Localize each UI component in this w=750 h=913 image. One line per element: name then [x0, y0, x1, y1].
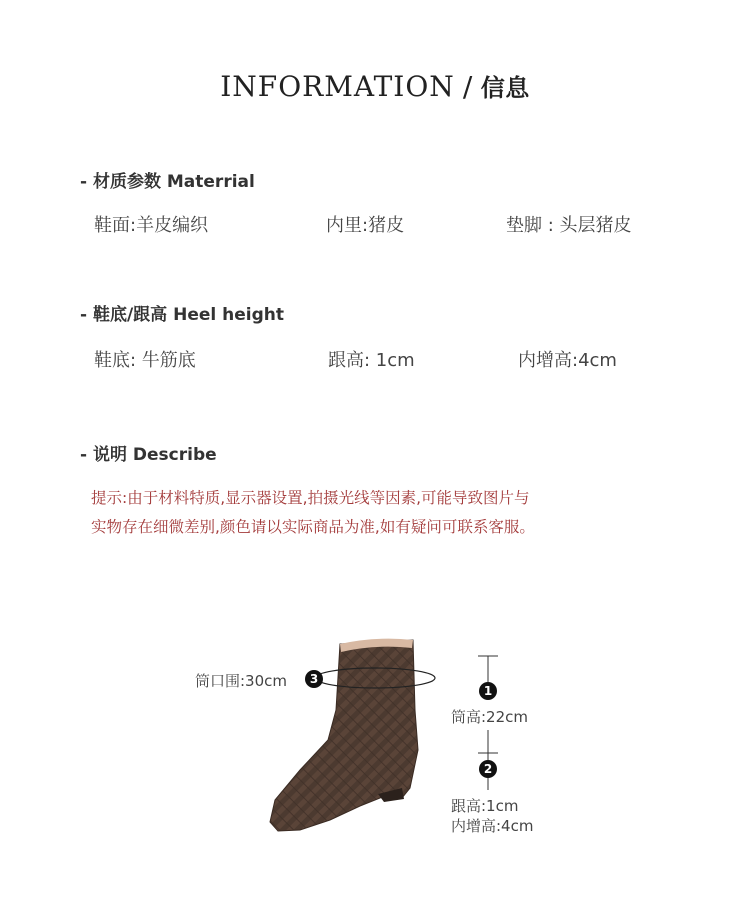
sole-type: 鞋底: 牛筋底 — [94, 350, 196, 371]
title-english: INFORMATION — [220, 70, 455, 103]
describe-text — [91, 484, 671, 542]
title-chinese: 信息 — [480, 74, 530, 102]
page-title — [0, 68, 750, 103]
inner-height: 内增高:4cm — [518, 350, 617, 371]
material-heading: - 材质参数 Materrial — [80, 172, 255, 192]
badge-2: 2 — [479, 760, 497, 778]
circumference-label: 筒口围:30cm — [195, 672, 287, 690]
heel-height-label: 跟高:1cm — [451, 797, 519, 815]
describe-heading: - 说明 Describe — [80, 445, 217, 465]
upper-material: 鞋面:羊皮编织 — [94, 215, 209, 236]
title-slash: / — [462, 70, 473, 103]
describe-line-2: 实物存在细微差别,颜色请以实际商品为准,如有疑问可联系客服。 — [91, 518, 535, 536]
insole-material: 垫脚 : 头层猪皮 — [506, 215, 632, 236]
sole-heading: - 鞋底/跟高 Heel height — [80, 305, 284, 325]
describe-line-1: 提示:由于材料特质,显示器设置,拍摄光线等因素,可能导致图片与 — [91, 489, 530, 507]
inner-height-label: 内增高:4cm — [451, 817, 534, 835]
shaft-height-label: 筒高:22cm — [451, 708, 528, 726]
badge-1: 1 — [479, 682, 497, 700]
lining-material: 内里:猪皮 — [326, 215, 405, 236]
size-diagram — [0, 600, 750, 900]
heel-height: 跟高: 1cm — [328, 350, 415, 371]
boot-illustration — [0, 600, 750, 900]
badge-3: 3 — [305, 670, 323, 688]
